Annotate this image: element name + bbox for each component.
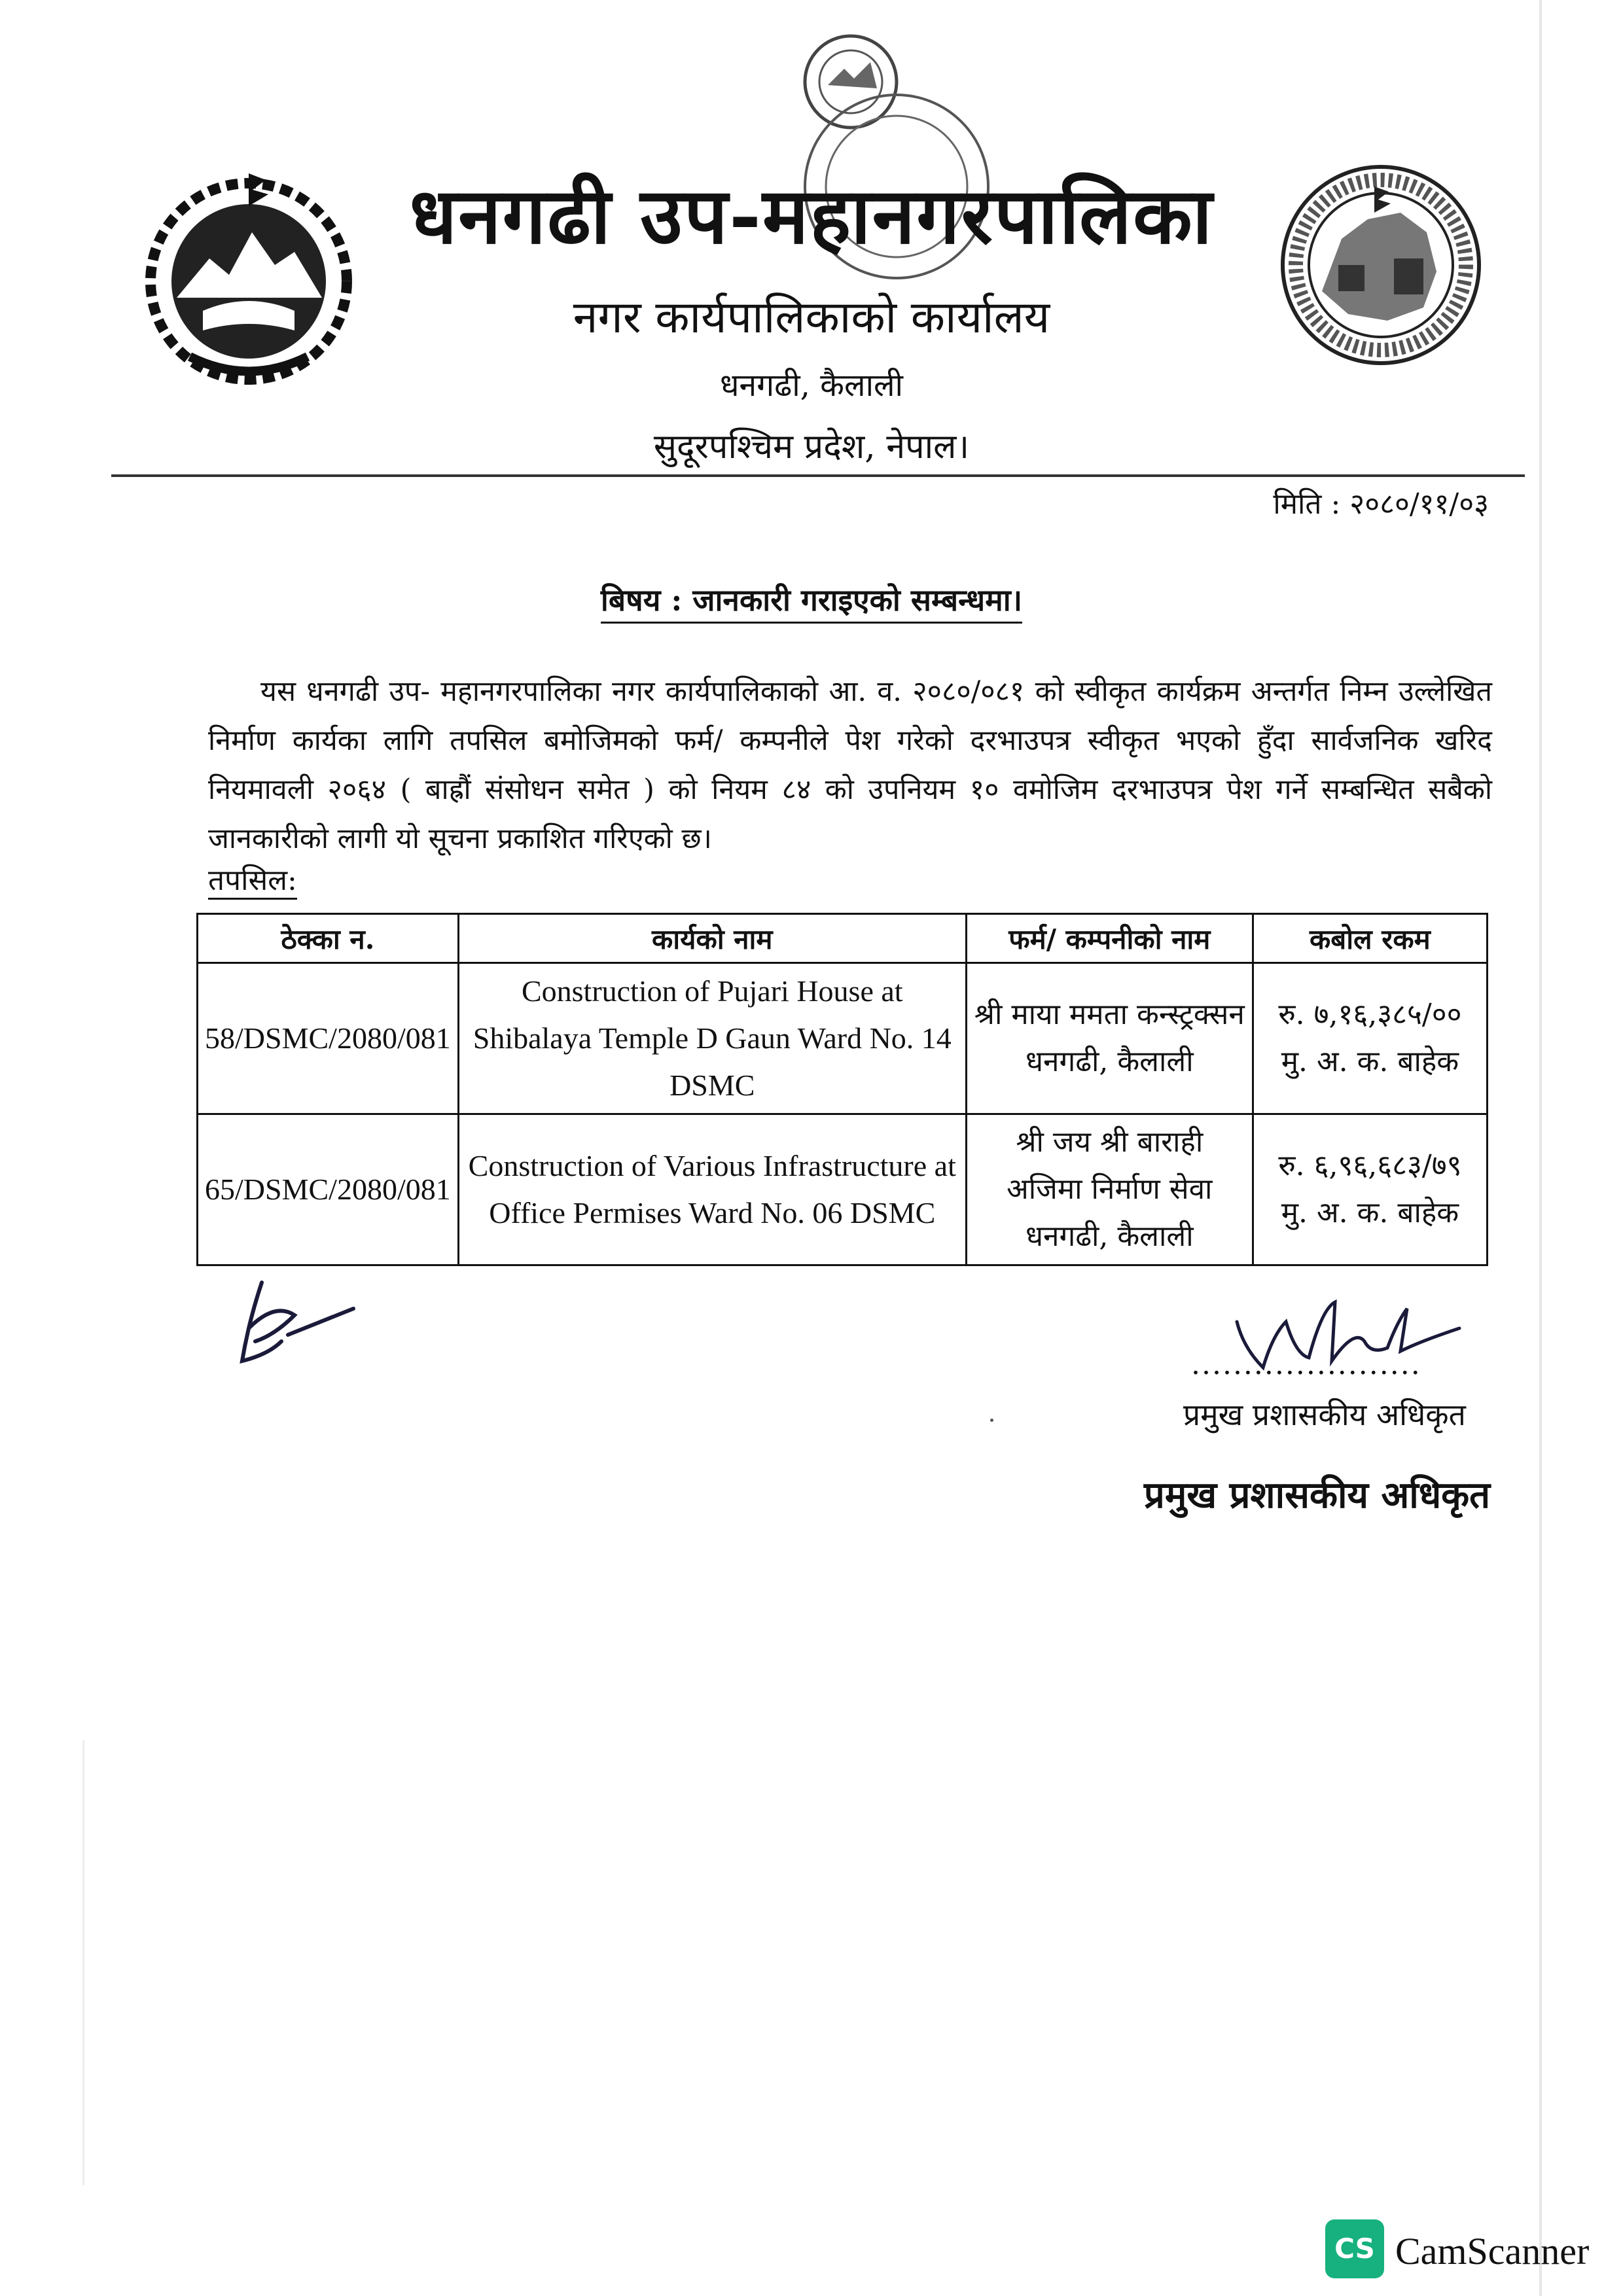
contract-no-cell: 58/DSMC/2080/081 [198,963,459,1114]
camscanner-watermark: CamScanner [1395,2230,1590,2272]
column-header-work-name: कार्यको नाम [458,914,966,963]
table-header-row [198,914,1488,963]
header-divider [111,474,1525,477]
scan-speck [990,1419,993,1422]
office-city: धनगढी, कैलाली [720,367,903,404]
organization-name: धनगढी उप-महानगरपालिका [409,170,1214,261]
notice-subject [0,579,1623,620]
contract-no-cell: 65/DSMC/2080/081 [198,1114,459,1265]
notice-subject-text: बिषय : जानकारी गराइएको सम्बन्धमा। [601,582,1022,624]
office-province: सुदूरपश्चिम प्रदेश, नेपाल। [653,427,970,467]
scan-edge-shadow-left [82,1740,84,2185]
office-name: नगर कार्यपालिकाको कार्यालय [573,292,1050,344]
officer-signature [1224,1282,1472,1400]
column-header-amount: कबोल रकम [1253,914,1487,963]
amount-cell [1253,1114,1487,1265]
tender-table [196,913,1488,1266]
vat-note: मु. अ. क. बाहेक [1281,1045,1459,1078]
amount-value: रु. ६,९६,६८३/७९ [1278,1149,1462,1182]
signature-line: ...................... [1191,1348,1421,1381]
camscanner-badge-text: CS [1334,2233,1375,2265]
notice-date: मिति : २०८०/११/०३ [1273,487,1489,521]
firm-cell: श्री जय श्री बाराही अजिमा निर्माण सेवा धनगढी, कैलाली [966,1114,1253,1265]
column-header-contract-no: ठेक्का न. [198,914,459,963]
amount-value: रु. ७,१६,३८५/०० [1278,998,1462,1031]
camscanner-logo-icon [1325,2219,1384,2278]
table-row [198,963,1488,1114]
notice-body: यस धनगढी उप- महानगरपालिका नगर कार्यपालिकाको आ. व. २०८०/०८१ को स्वीकृत कार्यक्रम अन्तर्गत निम्न उल्लेखित निर्माण कार्यका लागि तपसिल बमोजिमको फर्म/ कम्पनीले पेश गरेको दरभाउपत्र स्वीकृत भएको हुँदा सार्वजनिक खरिद नियमावली २०६४ ( बाह्रौं संसोधन समेत ) को नियम ८४ को उपनियम १० वमोजिम दरभाउपत्र पेश गर्ने सम्बन्धित सबैको जानकारीको लागी यो सूचना प्रकाशित गरिएको छ। [208,675,1492,855]
firm-cell: श्री माया ममता कन्स्ट्रक्सन धनगढी, कैलाली [966,963,1253,1114]
signatory-title: प्रमुख प्रशासकीय अधिकृत [1183,1397,1466,1432]
signatory-title-stamp: प्रमुख प्रशासकीय अधिकृत [1144,1474,1491,1517]
column-header-firm: फर्म/ कम्पनीको नाम [966,914,1253,963]
work-name-cell: Construction of Various Infrastructure at Office Permises Ward No. 06 DSMC [458,1114,966,1265]
work-name-cell: Construction of Pujari House at Shibalaya Temple D Gaun Ward No. 14 DSMC [458,963,966,1114]
amount-cell [1253,963,1487,1114]
table-row [198,1114,1488,1265]
details-label: तपसिल: [208,864,297,900]
vat-note: मु. अ. क. बाहेक [1281,1196,1459,1229]
initial-signature [223,1263,366,1394]
